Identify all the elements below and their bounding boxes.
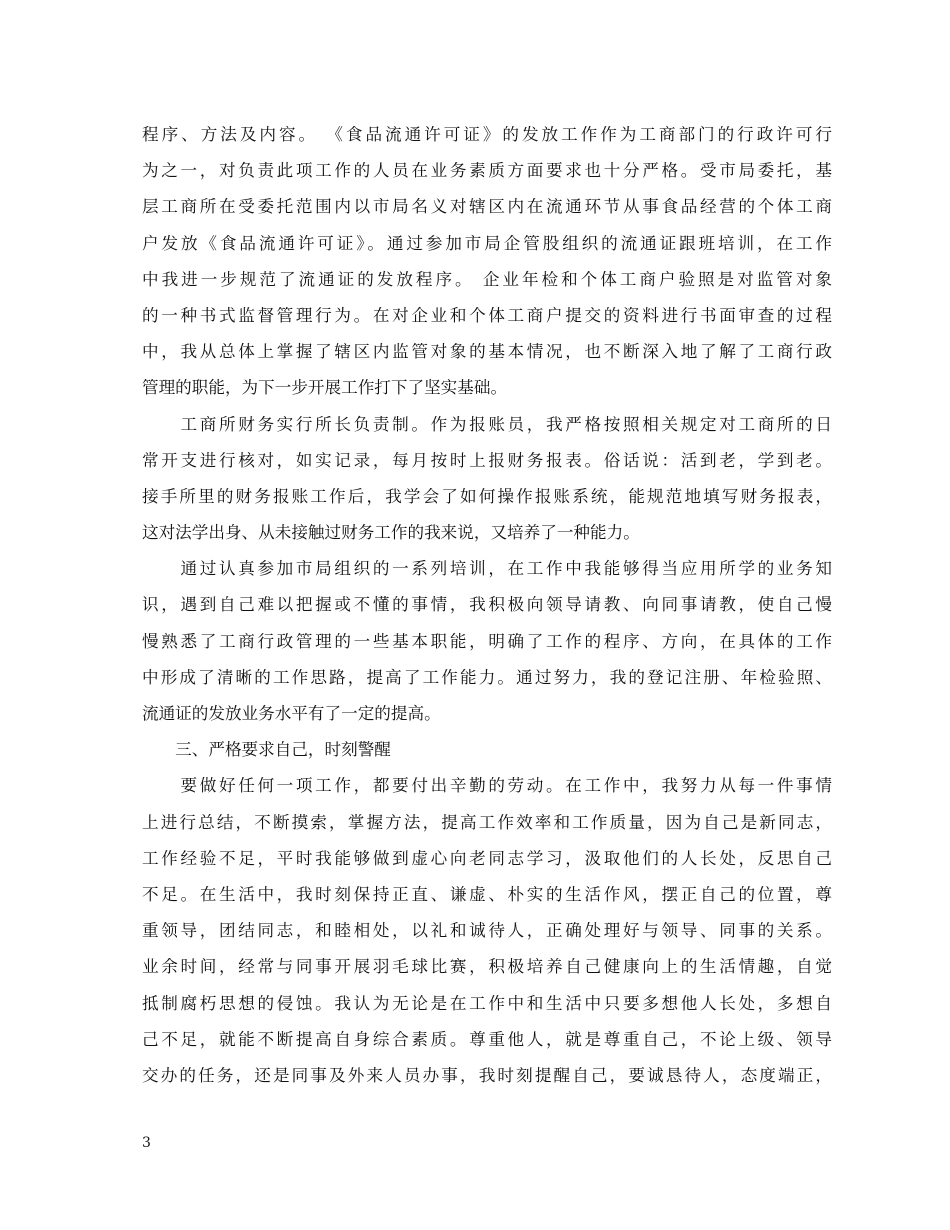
text-line: 为之一，对负责此项工作的人员在业务素质方面要求也十分严格。受市局委托，基 — [142, 161, 832, 181]
text-line: 通过认真参加市局组织的一系列培训，在工作中我能够得当应用所学的业务知 — [142, 559, 832, 579]
text-line: 程序、方法及内容。 《食品流通许可证》的发放工作作为工商部门的行政许可行 — [142, 125, 832, 144]
text-line: 上进行总结，不断摸索，掌握方法，提高工作效率和工作质量，因为自己是新同志， — [142, 812, 832, 832]
text-line: 识，遇到自己难以把握或不懂的事情，我积极向领导请教、向同事请教，使自己慢 — [142, 595, 832, 615]
page-number: 3 — [142, 1135, 151, 1151]
text-line: 工商所财务实行所长负责制。作为报账员，我严格按照相关规定对工商所的日 — [142, 414, 832, 434]
text-line: 层工商所在受委托范围内以市局名义对辖区内在流通环节从事食品经营的个体工商 — [142, 197, 832, 217]
text-line: 流通证的发放业务水平有了一定的提高。 — [142, 704, 441, 723]
text-line: 中我进一步规范了流通证的发放程序。 企业年检和个体工商户验照是对监管对象 — [142, 269, 832, 289]
text-line: 接手所里的财务报账工作后，我学会了如何操作报账系统，能规范地填写财务报表， — [142, 486, 832, 506]
text-line: 重领导，团结同志，和睦相处，以礼和诚待人，正确处理好与领导、同事的关系。 — [142, 921, 832, 941]
text-line: 管理的职能，为下一步开展工作打下了坚实基础。 — [142, 378, 508, 398]
text-line: 中形成了清晰的工作思路，提高了工作能力。通过努力，我的登记注册、年检验照、 — [142, 667, 832, 687]
text-line: 要做好任何一项工作，都要付出辛勤的劳动。在工作中，我努力从每一件事情 — [142, 776, 832, 796]
text-line: 慢熟悉了工商行政管理的一些基本职能，明确了工作的程序、方向，在具体的工作 — [142, 631, 832, 651]
text-line: 工作经验不足，平时我能够做到虚心向老同志学习，汲取他们的人长处，反思自己 — [142, 848, 832, 868]
body-text — [142, 117, 832, 1094]
text-line: 这对法学出身、从未接触过财务工作的我来说，又培养了一种能力。 — [142, 523, 640, 543]
text-line: 抵制腐朽思想的侵蚀。我认为无论是在工作中和生活中只要多想他人长处，多想自 — [142, 993, 832, 1013]
text-line: 中，我从总体上掌握了辖区内监管对象的基本情况，也不断深入地了解了工商行政 — [142, 342, 832, 362]
text-line: 己不足，就能不断提高自身综合素质。尊重他人，就是尊重自己，不论上级、领导 — [142, 1029, 832, 1049]
text-line: 不足。在生活中，我时刻保持正直、谦虚、朴实的生活作风，摆正自己的位置，尊 — [142, 884, 832, 904]
text-line: 业余时间，经常与同事开展羽毛球比赛，积极培养自己健康向上的生活情趣，自觉 — [142, 957, 832, 977]
section-heading: 三、严格要求自己，时刻警醒 — [142, 740, 391, 760]
text-line: 常开支进行核对，如实记录，每月按时上报财务报表。俗话说：活到老，学到老。 — [142, 450, 832, 470]
text-line: 户发放《食品流通许可证》。通过参加市局企管股组织的流通证跟班培训，在工作 — [142, 233, 832, 253]
text-line: 交办的任务，还是同事及外来人员办事，我时刻提醒自己，要诚恳待人，态度端正， — [142, 1065, 832, 1085]
text-line: 的一种书式监督管理行为。在对企业和个体工商户提交的资料进行书面审查的过程 — [142, 305, 832, 325]
